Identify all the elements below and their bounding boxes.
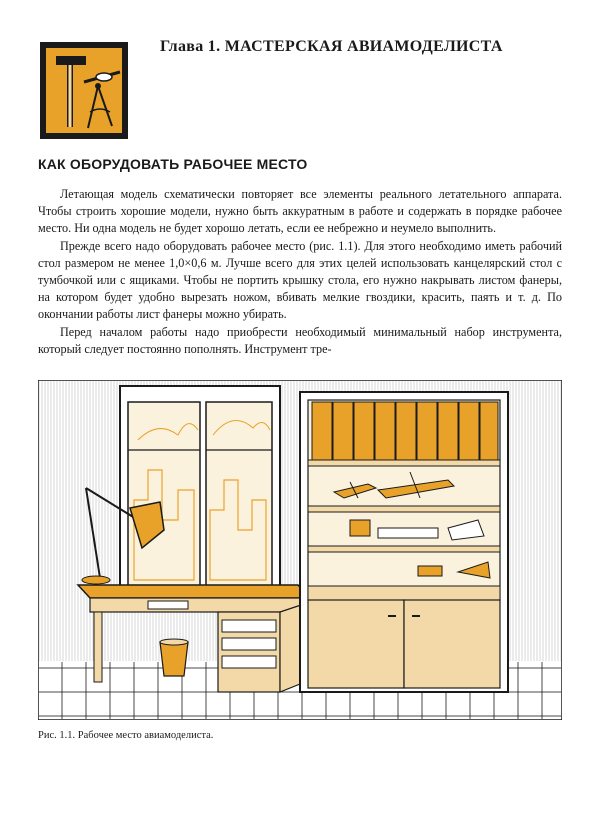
section-title: КАК ОБОРУДОВАТЬ РАБОЧЕЕ МЕСТО <box>38 156 308 172</box>
figure-caption: Рис. 1.1. Рабочее место авиамоделиста. <box>38 730 214 741</box>
tools-emblem-icon <box>40 42 128 139</box>
paragraph-2: Прежде всего надо оборудовать рабочее место (рис. 1.1). Для этого необходимо иметь рабочий стол размером не менее 1,0×0,6 м. Лучше всего для этих целей использовать канцелярский стол с тумбочкой или с ящиками. Чтобы не портить крышку стола, его нужно накрывать листом фанеры, на котором будет удобно вырезать ножом, вбивать мелкие гвоздики, красить, паять и т. д. По окончании работы лист фанеры можно убирать. <box>38 238 562 322</box>
chapter-title: Глава 1. МАСТЕРСКАЯ АВИАМОДЕЛИСТА <box>160 38 503 55</box>
workshop-illustration <box>38 380 562 720</box>
window <box>120 386 280 596</box>
body-text <box>38 186 562 358</box>
paragraph-1: Летающая модель схематически повторяет все элементы реального летательного аппарата. Чтобы строить хорошие модели, нужно быть аккуратным в работе и содержать в порядке рабочее место. Ни одна модель не будет хорошо летать, если ее небрежно и неумело выполнить. <box>38 187 562 236</box>
bookcase <box>300 392 508 692</box>
paragraph-3: Перед началом работы надо приобрести необходимый минимальный набор инструмента, который следует постоянно пополнять. Инструмент тре- <box>38 324 562 356</box>
